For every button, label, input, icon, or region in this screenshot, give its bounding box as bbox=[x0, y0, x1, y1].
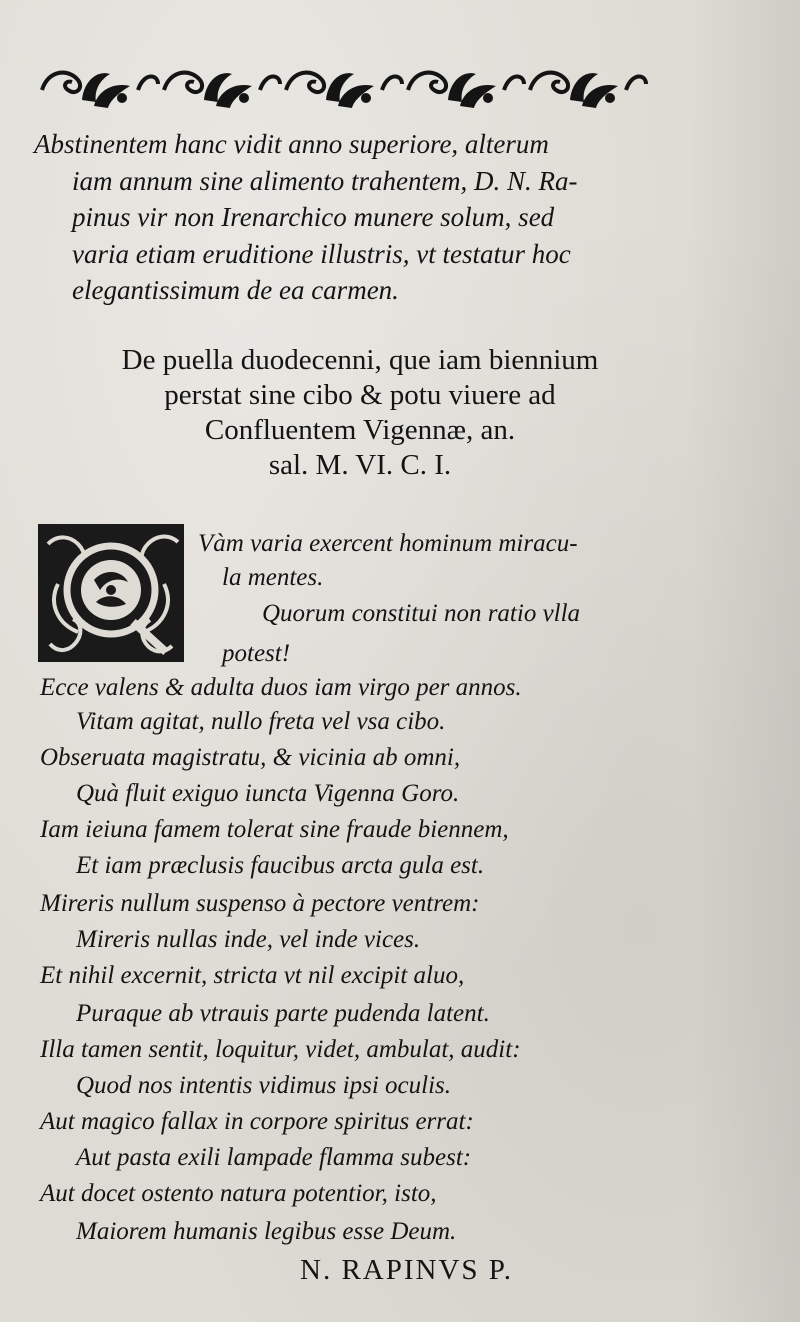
poem-line: Iam ieiuna famem tolerat sine fraude biennem, bbox=[40, 816, 509, 843]
poem-line: Puraque ab vtrauis parte pudenda latent. bbox=[76, 1000, 490, 1027]
poem-line: Quà fluit exiguo iuncta Vigenna Goro. bbox=[76, 780, 460, 807]
poem-line: Vitam agitat, nullo freta vel vsa cibo. bbox=[76, 708, 446, 735]
poem-line: Mireris nullum suspenso à pectore ventrem: bbox=[40, 890, 480, 917]
poem-line: Vàm varia exercent hominum miracu- bbox=[198, 530, 578, 557]
poem-line: Maiorem humanis legibus esse Deum. bbox=[76, 1218, 457, 1245]
title-line: De puella duodecenni, que iam biennium bbox=[121, 344, 599, 376]
page-edge-shadow bbox=[690, 0, 800, 1322]
poem-title bbox=[30, 343, 690, 483]
poem-line: Quod nos intentis vidimus ipsi oculis. bbox=[76, 1072, 451, 1099]
poem-line: Quorum constitui non ratio vlla bbox=[262, 600, 581, 627]
poem-line: Et iam præclusis faucibus arcta gula est. bbox=[76, 852, 485, 879]
floral-headpiece-ornament bbox=[34, 60, 674, 112]
author-signature: N. RAPINVS P. bbox=[300, 1254, 513, 1286]
intro-paragraph bbox=[34, 126, 684, 309]
title-line: sal. M. VI. C. I. bbox=[268, 449, 452, 481]
poem-line: Et nihil excernit, stricta vt nil excipit aluo, bbox=[40, 962, 465, 989]
poem-line: Obseruata magistratu, & vicinia ab omni, bbox=[40, 744, 461, 771]
poem-line: Aut pasta exili lampade flamma subest: bbox=[76, 1144, 472, 1171]
intro-line: Abstinentem hanc vidit anno superiore, alterum bbox=[34, 129, 549, 159]
title-line: Confluentem Vigennæ, an. bbox=[204, 414, 516, 446]
decorated-initial-q bbox=[38, 524, 184, 662]
intro-line: varia etiam eruditione illustris, vt testatur hoc bbox=[72, 238, 571, 269]
poem-line: Aut magico fallax in corpore spiritus errat: bbox=[40, 1108, 474, 1135]
poem-line: Illa tamen sentit, loquitur, videt, ambulat, audit: bbox=[40, 1036, 521, 1063]
intro-line: iam annum sine alimento trahentem, D. N. Ra- bbox=[72, 165, 578, 196]
title-line: perstat sine cibo & potu viuere ad bbox=[164, 379, 556, 411]
poem-line: potest! bbox=[222, 640, 291, 667]
intro-line: elegantissimum de ea carmen. bbox=[72, 275, 399, 305]
poem-line: Ecce valens & adulta duos iam virgo per annos. bbox=[40, 674, 522, 701]
poem-line: la mentes. bbox=[222, 564, 324, 591]
poem-line: Mireris nullas inde, vel inde vices. bbox=[76, 926, 421, 953]
intro-line: pinus vir non Irenarchico munere solum, sed bbox=[72, 202, 555, 232]
poem-line: Aut docet ostento natura potentior, isto, bbox=[40, 1180, 437, 1207]
